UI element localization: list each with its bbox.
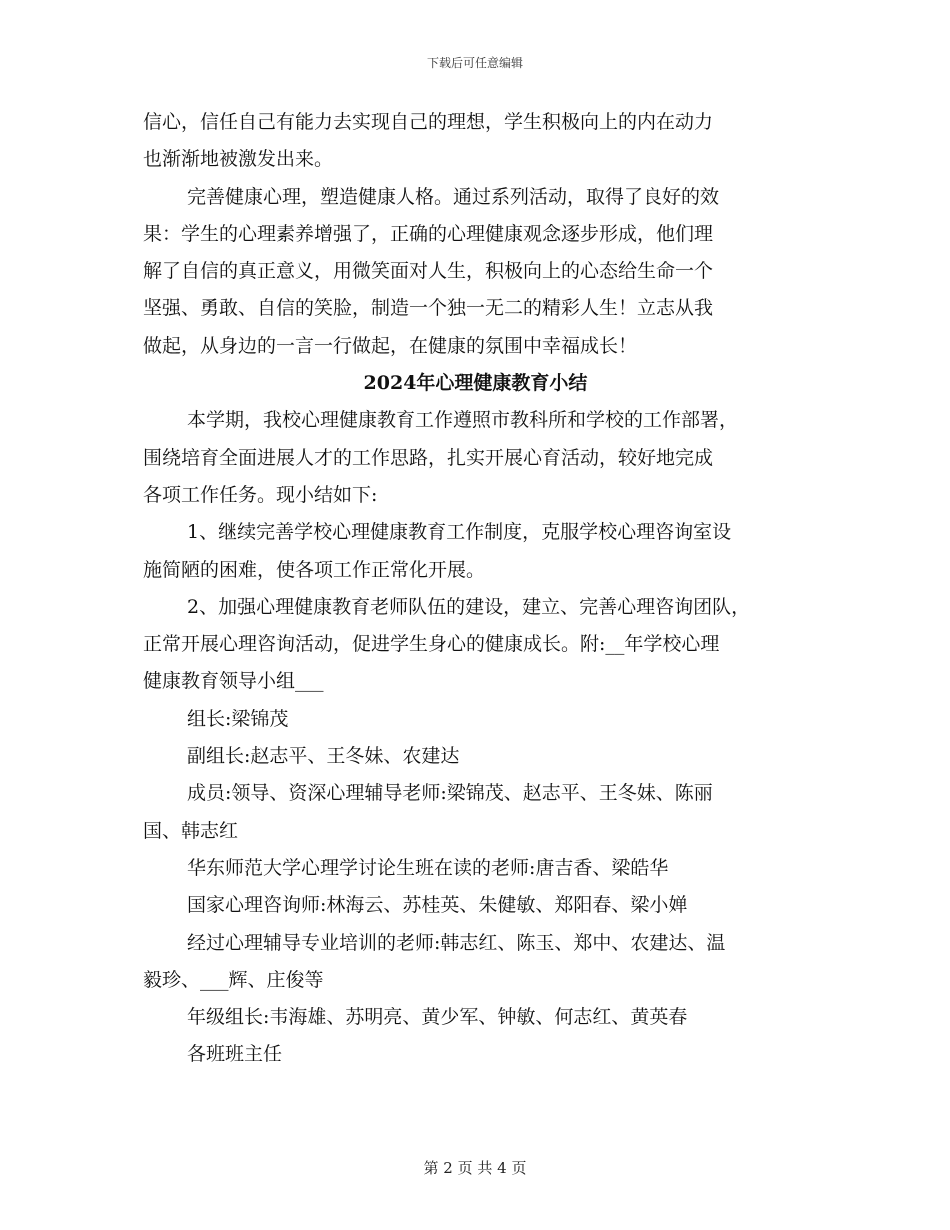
- body-line: 解了自信的真正意义，用微笑面对人生，积极向上的心态给生命一个: [143, 260, 714, 283]
- body-line: 围绕培育全面进展人才的工作思路，扎实开展心育活动，较好地完成: [143, 446, 714, 469]
- body-line: 做起，从身边的一言一行做起，在健康的氛围中幸福成长！: [143, 334, 638, 357]
- body-line: 成员:领导、资深心理辅导老师:梁锦茂、赵志平、王冬妹、陈丽: [187, 782, 713, 805]
- body-line: 毅珍、___辉、庄俊等: [143, 968, 324, 991]
- body-line: 施简陋的困难，使各项工作正常化开展。: [143, 558, 486, 581]
- document-body: [143, 104, 808, 1074]
- page-header-note: 下载后可任意编辑: [426, 56, 523, 70]
- body-line: 也渐渐地被激发出来。: [143, 148, 334, 171]
- body-line: 果：学生的心理素养增强了，正确的心理健康观念逐步形成，他们理: [143, 222, 714, 245]
- body-line: 组长:梁锦茂: [187, 707, 289, 730]
- body-line: 本学期，我校心理健康教育工作遵照市教科所和学校的工作部署，: [187, 409, 739, 432]
- body-line: 国、韩志红: [143, 819, 239, 842]
- body-line: 国家心理咨询师:林海云、苏桂英、朱健敏、郑阳春、梁小婵: [187, 894, 688, 917]
- body-line: 年级组长:韦海雄、苏明亮、黄少军、钟敏、何志红、黄英春: [187, 1006, 688, 1029]
- body-line: 副组长:赵志平、王冬妹、农建达: [187, 745, 460, 768]
- page-number: 第 2 页 共 4 页: [423, 1159, 527, 1177]
- body-line: 正常开展心理咨询活动，促进学生身心的健康成长。附:__年学校心理: [143, 633, 720, 656]
- body-line: 经过心理辅导专业培训的老师:韩志红、陈玉、郑中、农建达、温: [187, 931, 726, 954]
- section-title: 2024年心理健康教育小结: [363, 372, 588, 395]
- body-line: 2、加强心理健康教育老师队伍的建设，建立、完善心理咨询团队，: [187, 595, 751, 618]
- body-line: 完善健康心理，塑造健康人格。通过系列活动，取得了良好的效: [187, 185, 720, 208]
- body-line: 1、继续完善学校心理健康教育工作制度，克服学校心理咨询室设: [187, 521, 732, 544]
- body-line: 各班班主任: [187, 1043, 283, 1066]
- body-line: 坚强、勇敢、自信的笑脸，制造一个独一无二的精彩人生！立志从我: [143, 297, 714, 320]
- body-line: 华东师范大学心理学讨论生班在读的老师:唐吉香、梁皓华: [187, 856, 669, 879]
- body-line: 各项工作任务。现小结如下:: [143, 483, 378, 506]
- body-line: 信心，信任自己有能力去实现自己的理想，学生积极向上的内在动力: [143, 111, 714, 133]
- body-line: 健康教育领导小组___: [143, 670, 324, 693]
